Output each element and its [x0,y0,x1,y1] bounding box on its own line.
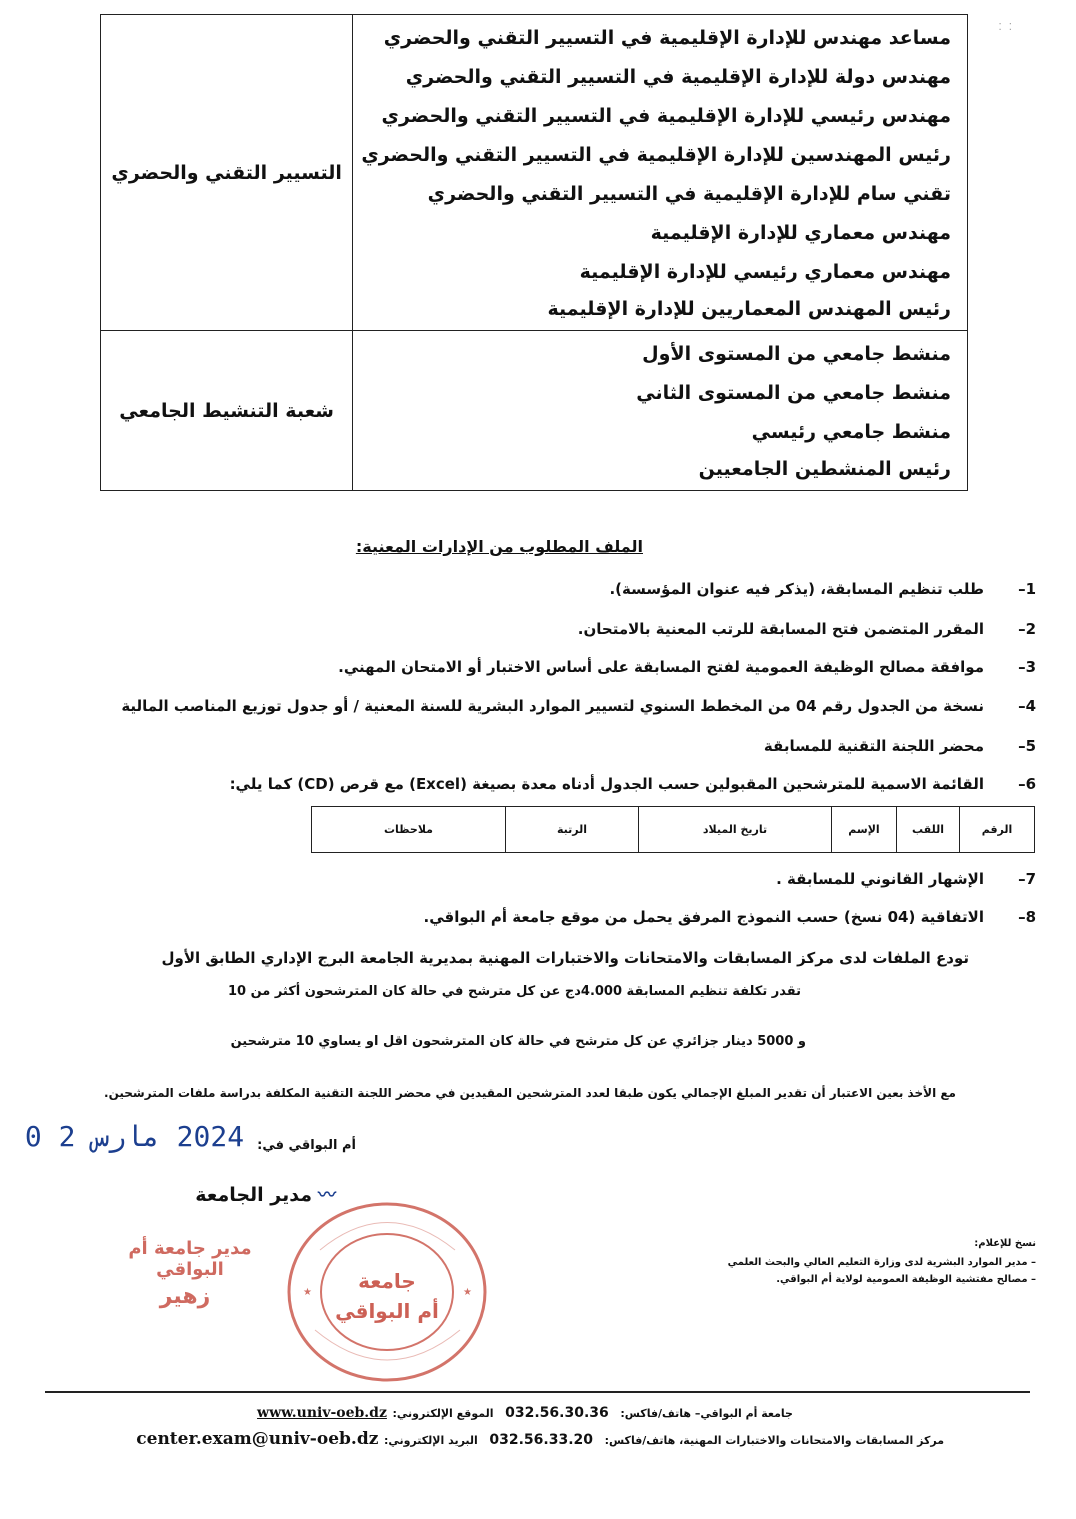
requirement-number: 6– [1018,775,1036,793]
footer-site-label: الموقع الإلكتروني: [392,1407,494,1420]
footer-divider [45,1391,1030,1393]
seal-text-2: أم البواقي [335,1299,439,1323]
table-header-row [312,807,1035,853]
cost-note-2: و 5000 دينار جزائري عن كل مترشح في حالة كان المترشحون اقل او يساوي 10 مترشحين [230,1034,806,1049]
requirement-item [236,580,1036,598]
grade-item: منشط جامعي رئيسي [751,421,951,443]
grades-cell [353,15,968,331]
column-header: الرتبة [506,807,639,853]
requirement-item [236,737,1036,755]
footer-center-line [136,1429,944,1449]
handwritten-signature: زهير [159,1284,211,1309]
copies-block [716,1238,1036,1291]
section-heading: الملف المطلوب من الإدارات المعنية: [355,537,643,556]
grade-item: مهندس دولة للإدارة الإقليمية في التسيير التقني والحضري [405,66,951,88]
place-label: أم البواقي في: [257,1138,356,1153]
website-link[interactable]: www.univ-oeb.dz [257,1405,387,1421]
seal-star-left: ★ [303,1287,312,1298]
grades-table [100,14,968,491]
requirement-item [236,908,1036,926]
requirement-number: 3– [1018,658,1036,676]
requirement-text: المقرر المتضمن فتح المسابقة للرتب المعنية بالامتحان. [577,620,984,638]
requirement-text: نسخة من الجدول رقم 04 من المخطط السنوي لتسيير الموارد البشرية للسنة المعنية / أو جدول توزيع المناصب المالية [121,697,984,715]
requirement-text: الإشهار القانوني للمسابقة . [776,870,984,888]
footer-label: مركز المسابقات والامتحانات والاختبارات المهنية، هاتف/فاكس: [604,1434,944,1447]
column-header: ملاحظات [312,807,506,853]
corner-marks: ⁚ ⁚ [998,22,1014,33]
consideration-note: مع الأخذ بعين الاعتبار أن تقدير المبلغ الإجمالي يكون طبقا لعدد المترشحين المقيدين في محضر اللجنة التقنية المكلفة بدراسة ملفات المترشحين. [104,1086,956,1100]
grade-item: مهندس رئيسي للإدارة الإقليمية في التسيير التقني والحضري [381,105,951,127]
requirement-item [236,658,1036,676]
requirement-text: موافقة مصالح الوظيفة العمومية لفتح المسابقة على أساس الاختبار أو الامتحان المهني. [338,658,984,676]
initials-mark: 〰 [318,1185,336,1206]
seal-star-right: ★ [463,1287,472,1298]
email-link[interactable]: center.exam@univ-oeb.dz [136,1429,379,1449]
copies-item: – مدير الموارد البشرية لدى وزارة التعليم العالي والبحث العلمي [727,1257,1036,1268]
grade-item: مساعد مهندس للإدارة الإقليمية في التسيير التقني والحضري [383,27,951,49]
column-header: اللقب [897,807,960,853]
requirement-text: طلب تنظيم المسابقة، (يذكر فيه عنوان المؤسسة). [609,580,984,598]
grade-item: منشط جامعي من المستوى الأول [642,343,951,365]
column-header: الإسم [832,807,897,853]
grade-item: مهندس معماري للإدارة الإقليمية [650,222,951,244]
grade-item: تقني سام للإدارة الإقليمية في التسيير التقني والحضري [427,183,951,205]
cost-note-1: تقدر تكلفة تنظيم المسابقة 4.000دج عن كل مترشح في حالة كان المترشحون أكثر من 10 [227,984,801,999]
table-row [101,15,968,331]
copies-item: – مصالح مفتشية الوظيفة العمومية لولاية أم البواقي. [776,1274,1036,1285]
date-line [25,1120,356,1153]
grade-item: رئيس المنشطين الجامعيين [698,458,951,480]
footer-phone: 032.56.30.36 [505,1405,609,1421]
candidates-table [311,806,1035,853]
deposit-note: تودع الملفات لدى مركز المسابقات والامتحانات والاختبارات المهنية بمديرية الجامعة البرج الإداري الطابق الأول [161,949,969,967]
requirement-text: محضر اللجنة التقنية للمسابقة [763,737,984,755]
branch-cell: التسيير التقني والحضري [101,15,353,331]
footer-phone: 032.56.33.20 [489,1432,594,1448]
requirement-number: 8– [1018,908,1036,926]
footer-label: جامعة أم البواقي– هاتف/فاكس: [620,1407,793,1420]
requirement-number: 7– [1018,870,1036,888]
column-header: تاريخ الميلاد [639,807,832,853]
seal-text-1: جامعة [358,1269,416,1293]
requirement-number: 5– [1018,737,1036,755]
requirement-number: 4– [1018,697,1036,715]
requirement-item [236,620,1036,638]
grades-cell [353,331,968,491]
university-seal [285,1200,490,1385]
requirement-text: الاتفاقية (04 نسخ) حسب النموذج المرفق يحمل من موقع جامعة أم البواقي. [423,908,984,926]
column-header: الرقم [960,807,1035,853]
handwritten-date: 2024 مارس 2 0 [24,1120,245,1153]
grade-item: مهندس معماري رئيسي للإدارة الإقليمية [579,261,951,283]
requirement-item [121,697,1036,715]
grade-item: رئيس المهندس المعماريين للإدارة الإقليمية [547,298,951,320]
grade-item: منشط جامعي من المستوى الثاني [636,382,951,404]
table-row [101,331,968,491]
requirement-item [229,775,1036,793]
footer-university-line [257,1402,793,1421]
grade-item: رئيس المهندسين للإدارة الإقليمية في التسيير التقني والحضري [361,144,951,166]
requirement-number: 1– [1018,580,1036,598]
requirement-item [236,870,1036,888]
director-stamp: مدير جامعة أم البواقي [128,1238,252,1280]
footer-mail-label: البريد الإلكتروني: [383,1434,478,1447]
copies-title: نسخ للإعلام: [974,1238,1036,1249]
branch-cell: شعبة التنشيط الجامعي [101,331,353,491]
director-label: مدير الجامعة [195,1184,312,1206]
requirement-text: القائمة الاسمية للمترشحين المقبولين حسب الجدول أدناه معدة بصيغة (Excel) مع قرص (CD) كما يلي: [229,775,984,793]
requirement-number: 2– [1018,620,1036,638]
